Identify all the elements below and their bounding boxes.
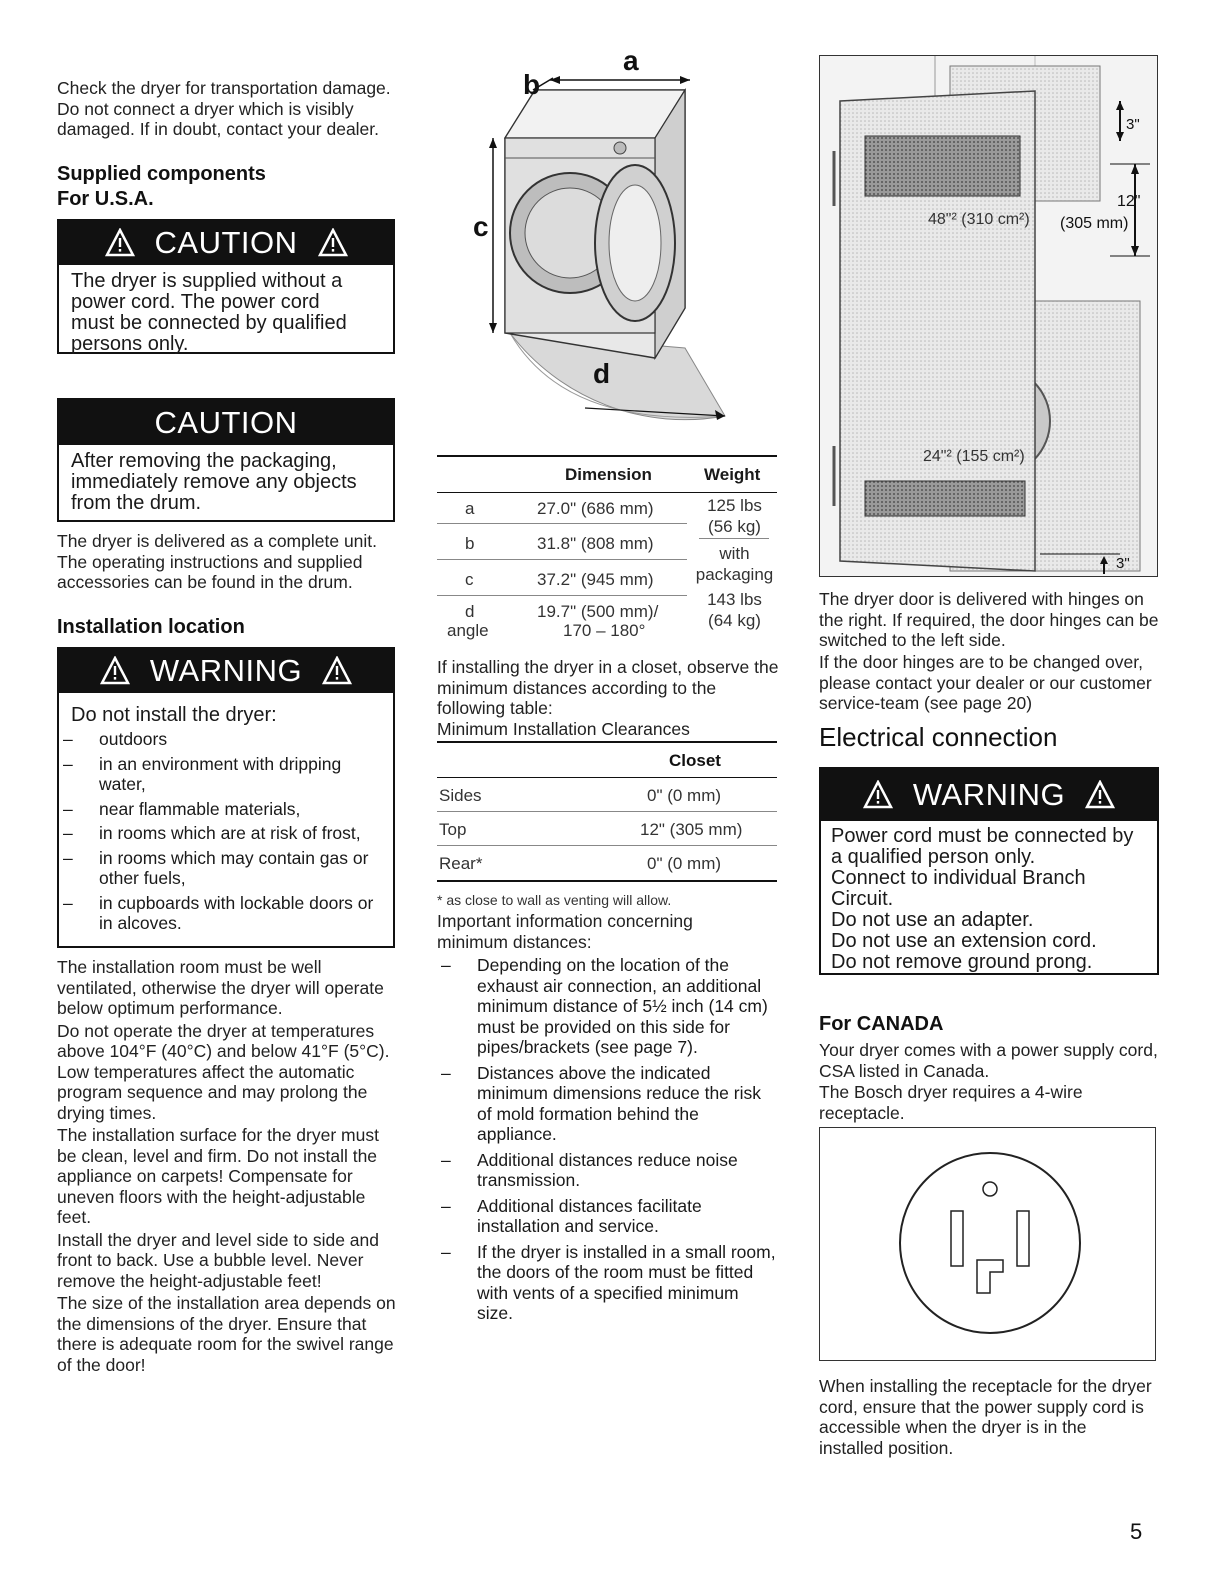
caution-header — [59, 221, 393, 265]
warning-title: WARNING — [149, 653, 303, 688]
warning-triangle-icon — [863, 780, 893, 810]
warning-title: WARNING — [912, 777, 1066, 812]
label-b: b — [523, 69, 541, 100]
row-value: 0" (0 mm) — [647, 854, 722, 873]
caution-box-packaging — [57, 398, 395, 522]
caution-box-power-cord — [57, 219, 395, 354]
row-key: a — [465, 499, 475, 518]
table-row — [437, 524, 687, 560]
page-number: 5 — [1130, 1519, 1143, 1544]
list-item: – near flammable materials, — [59, 799, 374, 820]
weight-value: (64 kg) — [708, 611, 761, 630]
row-dim: 31.8" (808 mm) — [537, 534, 654, 553]
column-left-bottom — [57, 957, 397, 1375]
row-label: Sides — [439, 786, 482, 805]
col-header-dimension: Dimension — [565, 465, 652, 484]
caution-text: After removing the packaging, immediately remove any objects from the drum. — [71, 450, 357, 514]
dryer-illustration — [435, 48, 780, 453]
row-label: Top — [439, 820, 467, 839]
warning-triangle-icon — [100, 656, 130, 686]
clearance-table — [437, 741, 777, 882]
label-c: c — [473, 211, 489, 242]
label-vent-top: 48"² (310 cm²) — [928, 211, 1030, 228]
receptacle-diagram — [819, 1127, 1156, 1361]
warning-box-electrical — [819, 767, 1159, 975]
warning-header — [59, 649, 393, 693]
caution-header — [59, 400, 393, 445]
heading-usa: For U.S.A. — [57, 188, 154, 210]
caution-title: CAUTION — [154, 404, 298, 440]
delivered-text: The dryer is delivered as a complete unit. The operating instructions and supplied accessories can be found in the drum. — [57, 531, 378, 592]
dimension-table — [437, 455, 777, 643]
footnote: * as close to wall as venting will allow. — [437, 892, 672, 908]
closet-vent-diagram — [819, 55, 1158, 577]
row-key2: angle — [447, 621, 489, 640]
paragraph: The size of the installation area depends on the dimensions of the dryer. Ensure that there is adequate room for the swivel range of the door! — [57, 1293, 396, 1375]
weight-note: with — [719, 544, 750, 563]
paragraph: Install the dryer and level side to side and front to back. Use a bubble level. Never remove the height-adjustable feet! — [57, 1229, 379, 1291]
weight-value: 143 lbs — [707, 590, 762, 609]
label-top-3in: 3" — [1126, 116, 1140, 133]
label-12in: 12" — [1117, 193, 1141, 210]
list-item: – in an environment with dripping water, — [59, 754, 374, 795]
weight-note: packaging — [695, 565, 774, 584]
caution-text: The dryer is supplied without a power cord. The power cord must be connected by qualified persons only. — [71, 270, 347, 355]
caution-title: CAUTION — [154, 225, 298, 260]
dryer-dimension-diagram — [435, 48, 780, 453]
list-item: – in rooms which may contain gas or other fuels, — [59, 848, 374, 889]
table-row — [437, 778, 777, 812]
list-item: – in cupboards with lockable doors or in alcoves. — [59, 893, 374, 934]
row-dim: 27.0" (686 mm) — [537, 499, 654, 518]
canada-text-2: The Bosch dryer requires a 4-wire receptacle. — [819, 1082, 1083, 1123]
label-305mm: (305 mm) — [1060, 215, 1129, 232]
closet-illustration — [820, 56, 1157, 576]
row-dim2: 170 – 180° — [563, 621, 646, 640]
list-item: – Distances above the indicated minimum dimensions reduce the risk of mold formation behind the appliance. — [437, 1063, 777, 1145]
row-key: d — [465, 602, 475, 621]
row-value: 12" (305 mm) — [640, 820, 743, 839]
table-row — [437, 493, 687, 524]
row-dim: 19.7" (500 mm)/ — [537, 602, 659, 621]
heading-installation-location: Installation location — [57, 616, 245, 638]
table-row — [437, 812, 777, 846]
distances-list — [437, 955, 777, 1324]
table-row — [437, 560, 687, 596]
row-key: b — [465, 534, 475, 553]
list-item: – Additional distances facilitate installation and service. — [437, 1196, 777, 1237]
table-row — [437, 596, 687, 641]
warning-triangle-icon — [105, 228, 135, 258]
warning-line: Power cord must be connected by a qualified person only. — [831, 825, 1134, 868]
row-key: c — [465, 570, 474, 589]
table-row — [437, 846, 777, 882]
label-bottom-3in: 3" — [1116, 555, 1130, 572]
heading-canada: For CANADA — [819, 1013, 944, 1035]
warning-box-install — [57, 647, 395, 948]
hinges-text-1: The dryer door is delivered with hinges on the right. If required, the door hinges can be switched to the left side. — [819, 589, 1159, 650]
heading-supplied-components: Supplied components — [57, 163, 266, 185]
four-wire-receptacle-icon — [820, 1128, 1155, 1360]
important-text: Important information concerning minimum distances: — [437, 911, 693, 952]
col-header-closet: Closet — [669, 751, 721, 770]
list-item: – in rooms which are at risk of frost, — [59, 823, 374, 844]
paragraph: The installation surface for the dryer must be clean, level and firm. Do not install the appliance on carpets! Compensate for uneven floors with the height-adjustable feet. — [57, 1125, 379, 1227]
row-label: Rear* — [439, 854, 483, 873]
clearances-title: Minimum Installation Clearances — [437, 719, 690, 739]
receptacle-note: When installing the receptacle for the dryer cord, ensure that the power supply cord is accessible when the dryer is in the installed position. — [819, 1376, 1152, 1458]
list-item: – Depending on the location of the exhaust air connection, an additional minimum distance of 5½ inch (14 cm) must be provided on this side for pipes/brackets (see page 7). — [437, 955, 777, 1058]
canada-text-1: Your dryer comes with a power supply cord, CSA listed in Canada. — [819, 1040, 1158, 1081]
warning-line: Do not use an extension cord. — [831, 930, 1097, 952]
hinges-text-2: If the door hinges are to be changed over, please contact your dealer or our customer service-team (see page 20) — [819, 652, 1152, 713]
list-item: – Additional distances reduce noise transmission. — [437, 1150, 777, 1191]
list-item: – If the dryer is installed in a small room, the doors of the room must be fitted with vents of a specified minimum size. — [437, 1242, 777, 1324]
label-a: a — [623, 48, 639, 76]
closet-intro: If installing the dryer in a closet, observe the minimum distances according to the following table: — [437, 657, 779, 718]
paragraph: The installation room must be well ventilated, otherwise the dryer will operate below optimum performance. — [57, 957, 384, 1018]
label-d: d — [593, 358, 611, 389]
weight-value: 125 lbs — [707, 496, 762, 515]
warning-list — [59, 729, 374, 934]
heading-electrical-connection: Electrical connection — [819, 722, 1058, 752]
row-dim: 37.2" (945 mm) — [537, 570, 654, 589]
paragraph: Do not operate the dryer at temperatures above 104°F (40°C) and below 41°F (5°C). Low temperatures affect the automatic program sequence and may prolong the drying times. — [57, 1020, 390, 1123]
warning-line: Do not remove ground prong. — [831, 951, 1093, 973]
label-vent-bottom: 24"² (155 cm²) — [923, 448, 1025, 465]
warning-triangle-icon — [322, 656, 352, 686]
warning-header — [821, 769, 1157, 821]
warning-triangle-icon — [318, 228, 348, 258]
list-item: – outdoors — [59, 729, 374, 750]
intro-text: Check the dryer for transportation damage. Do not connect a dryer which is visibly damaged. If in doubt, contact your dealer. — [57, 78, 391, 139]
row-value: 0" (0 mm) — [647, 786, 722, 805]
weight-value: (56 kg) — [708, 517, 761, 536]
warning-line: Do not use an adapter. — [831, 909, 1034, 931]
warning-line: Connect to individual Branch Circuit. — [831, 867, 1086, 910]
warning-lead: Do not install the dryer: — [71, 704, 277, 726]
col-header-weight: Weight — [704, 465, 761, 484]
warning-triangle-icon — [1085, 780, 1115, 810]
